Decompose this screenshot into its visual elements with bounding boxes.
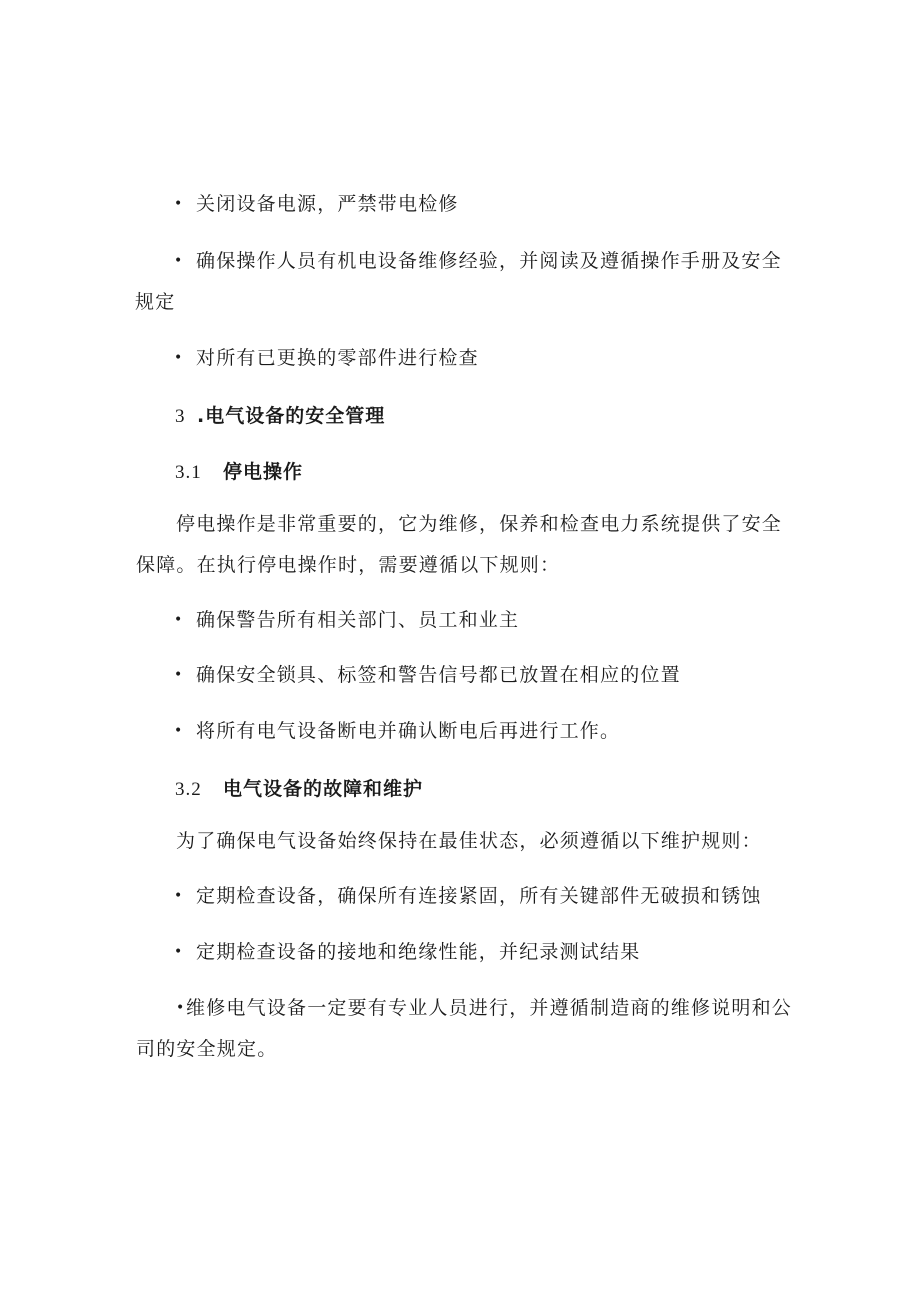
list-item-text: 定期检查设备的接地和绝缘性能，并纪录测试结果 [196, 941, 641, 963]
list-item [174, 884, 762, 908]
list-item [174, 940, 640, 964]
paragraph-line: 停电操作是非常重要的，它为维修，保养和检查电力系统提供了安全 [176, 513, 783, 535]
list-item-text: 确保安全锁具、标签和警告信号都已放置在相应的位置 [196, 664, 681, 686]
section-heading [175, 404, 385, 429]
list-item-text: 确保警告所有相关部门、员工和业主 [196, 609, 520, 631]
bullet-marker: • [174, 253, 184, 269]
bullet-marker: • [174, 350, 184, 366]
bullet-marker: • [174, 667, 184, 683]
paragraph-line: 为了确保电气设备始终保持在最佳状态，必须遵循以下维护规则： [176, 830, 762, 852]
list-item [174, 719, 620, 743]
subsection-heading [175, 460, 303, 485]
list-item-text: 维修电气设备一定要有专业人员进行，并遵循制造商的维修说明和公 [186, 997, 793, 1019]
list-item-text: 对所有已更换的零部件进行检查 [196, 347, 479, 369]
list-item-continuation: 司的安全规定。 [136, 1038, 278, 1060]
bullet-marker: • [174, 888, 184, 904]
bullet-marker: • [174, 723, 184, 739]
section-number: 3 [175, 406, 186, 427]
list-item [174, 608, 519, 632]
subsection-number: 3.1 [175, 462, 202, 483]
list-item-text: 定期检查设备，确保所有连接紧固，所有关键部件无破损和锈蚀 [196, 885, 762, 907]
bullet-marker: • [174, 944, 184, 960]
paragraph-line: 保障。在执行停电操作时，需要遵循以下规则： [136, 554, 561, 576]
bullet-marker: • [174, 196, 184, 212]
bullet-marker: • [176, 1000, 186, 1016]
subsection-title: 停电操作 [223, 461, 304, 483]
subsection-number: 3.2 [175, 779, 202, 800]
list-item-continuation: 规定 [135, 291, 176, 313]
subsection-title: 电气设备的故障和维护 [223, 778, 424, 800]
list-item [176, 996, 792, 1020]
section-title: .电气设备的安全管理 [197, 405, 386, 427]
list-item-text: 确保操作人员有机电设备维修经验，并阅读及遵循操作手册及安全 [196, 250, 782, 272]
list-item [174, 249, 782, 273]
list-item-text: 关闭设备电源，严禁带电检修 [196, 193, 459, 215]
list-item [174, 346, 479, 370]
bullet-marker: • [174, 612, 184, 628]
list-item [174, 192, 459, 216]
subsection-heading [175, 777, 423, 802]
list-item-text: 将所有电气设备断电并确认断电后再进行工作。 [196, 720, 621, 742]
list-item [174, 663, 681, 687]
